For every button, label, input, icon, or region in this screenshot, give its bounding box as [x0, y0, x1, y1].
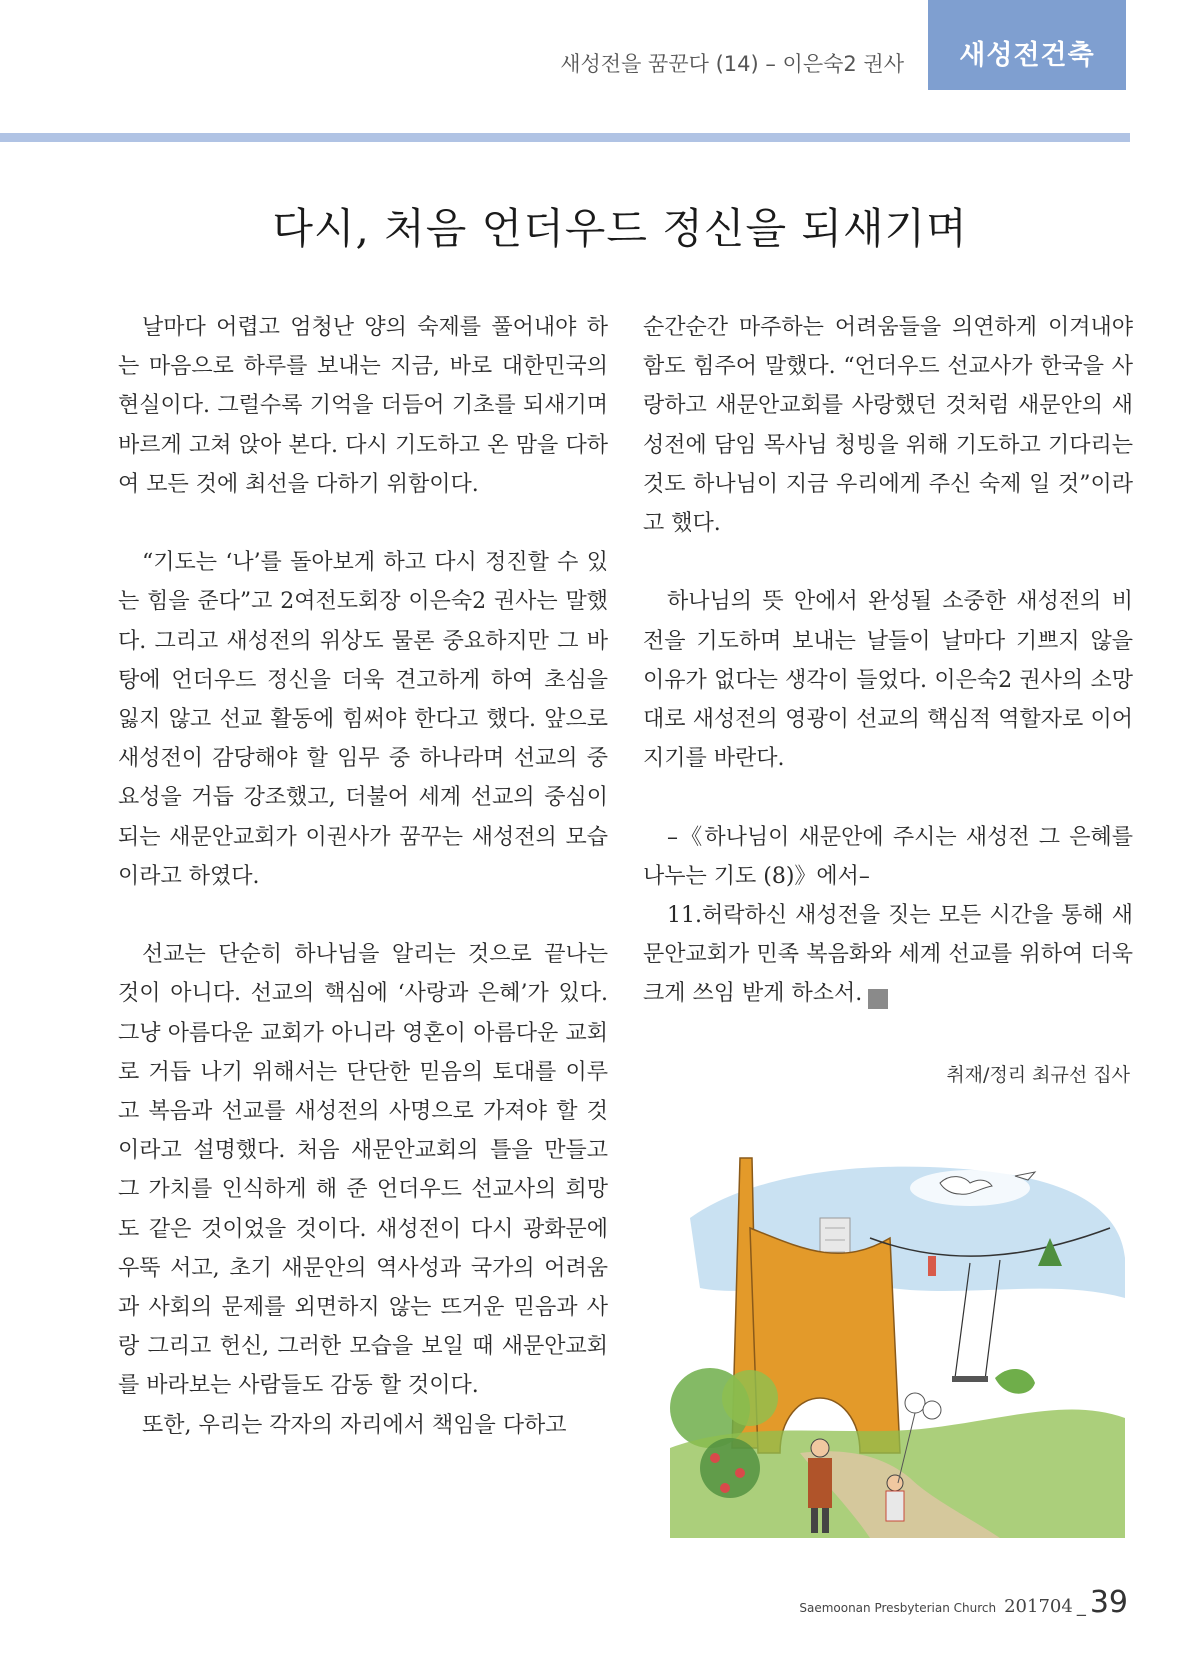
flower-bush	[700, 1438, 760, 1498]
article-right-column	[643, 308, 1133, 1014]
child-figure	[886, 1475, 904, 1521]
paragraph: “기도는 ‘나’를 돌아보게 하고 다시 정진할 수 있는 힘을 준다”고 2여전도회장 이은숙2 권사는 말했다. 그리고 새성전의 위상도 물론 중요하지만 그 바탕에 언더우드 정신을 더욱 견고하게 하여 초심을 잃지 않고 선교 활동에 힘써야 한다고 했다. 앞으로 새성전이 감당해야 할 임무 중 하나라며 선교의 중요성을 거듭 강조했고, 더불어 세계 선교의 중심이 되는 새문안교회가 이권사가 꿈꾸는 새성전의 모습이라고 하였다.	[118, 550, 608, 889]
sock-icon	[928, 1256, 936, 1276]
article-credit: 취재/정리 최규선 집사	[946, 1064, 1130, 1086]
article-left-column	[118, 308, 608, 1445]
paragraph: –《하나님이 새문안에 주시는 새성전 그 은혜를 나누는 기도 (8)》에서–	[643, 824, 1133, 889]
swing-seat	[952, 1376, 988, 1382]
footer-church-name: Saemoonan Presbyterian Church	[799, 1601, 997, 1615]
paragraph: 날마다 어렵고 엄청난 양의 숙제를 풀어내야 하는 마음으로 하루를 보내는 지금, 바로 대한민국의 현실이다. 그럴수록 기억을 더듬어 기초를 되새기며 바르게 고쳐 앉아 본다. 다시 기도하고 온 맘을 다하여 모든 것에 최선을 다하기 위함이다.	[118, 315, 608, 497]
page-footer	[799, 1585, 1128, 1620]
article-title: 다시, 처음 언더우드 정신을 되새기며	[272, 204, 968, 253]
tree	[722, 1370, 778, 1426]
paragraph: 선교는 단순히 하나님을 알리는 것으로 끝나는 것이 아니다. 선교의 핵심에 ‘사랑과 은혜’가 있다. 그냥 아름다운 교회가 아니라 영혼이 아름다운 교회로 거듭 나기 위해서는 단단한 믿음의 토대를 이루고 복음과 선교를 새성전의 사명으로 가져야 할 것이라고 설명했다. 처음 새문안교회의 틀을 만들고 그 가치를 인식하게 해 준 언더우드 선교사의 희망도 같은 것이었을 것이다. 새성전이 다시 광화문에 우뚝 서고, 초기 새문안의 역사성과 국가의 어려움과 사회의 문제를 외면하지 않는 뜨거운 믿음과 사랑 그리고 헌신, 그러한 모습을 보일 때 새문안교회를 바라보는 사람들도 감동 할 것이다.	[118, 942, 608, 1399]
end-mark-icon: 새	[868, 989, 888, 1009]
paragraph: 또한, 우리는 각자의 자리에서 책임을 다하고	[142, 1412, 567, 1438]
tree-small	[995, 1369, 1035, 1394]
page-number: 39	[1089, 1585, 1128, 1620]
paragraph	[643, 896, 1133, 1014]
footer-issue: 201704	[1004, 1596, 1073, 1617]
footer-dash: _	[1076, 1596, 1086, 1617]
church-arch	[750, 1228, 900, 1453]
paragraph: 순간순간 마주하는 어려움들을 의연하게 이겨내야 함도 힘주어 말했다. “언더우드 선교사가 한국을 사랑하고 새문안교회를 사랑했던 것처럼 새문안의 새성전에 담임 목사님 청빙을 위해 기도하고 기다리는 것도 하나님이 지금 우리에게 주신 숙제 일 것”이라고 했다.	[643, 315, 1133, 537]
section-tab: 새성전건축	[928, 0, 1126, 90]
header-series-title: 새성전을 꿈꾼다 (14) – 이은숙2 권사	[560, 52, 904, 76]
church-watercolor-illustration	[670, 1148, 1130, 1538]
paragraph: 하나님의 뜻 안에서 완성될 소중한 새성전의 비전을 기도하며 보내는 날들이 날마다 기쁘지 않을 이유가 없다는 생각이 들었다. 이은숙2 권사의 소망대로 새성전의 영광이 선교의 핵심적 역할자로 이어지기를 바란다.	[643, 589, 1133, 772]
header-rule	[0, 133, 1130, 142]
prayer-text: 11.허락하신 새성전을 짓는 모든 시간을 통해 새문안교회가 민족 복음화와 세계 선교를 위하여 더욱 크게 쓰임 받게 하소서.	[643, 903, 1133, 1007]
